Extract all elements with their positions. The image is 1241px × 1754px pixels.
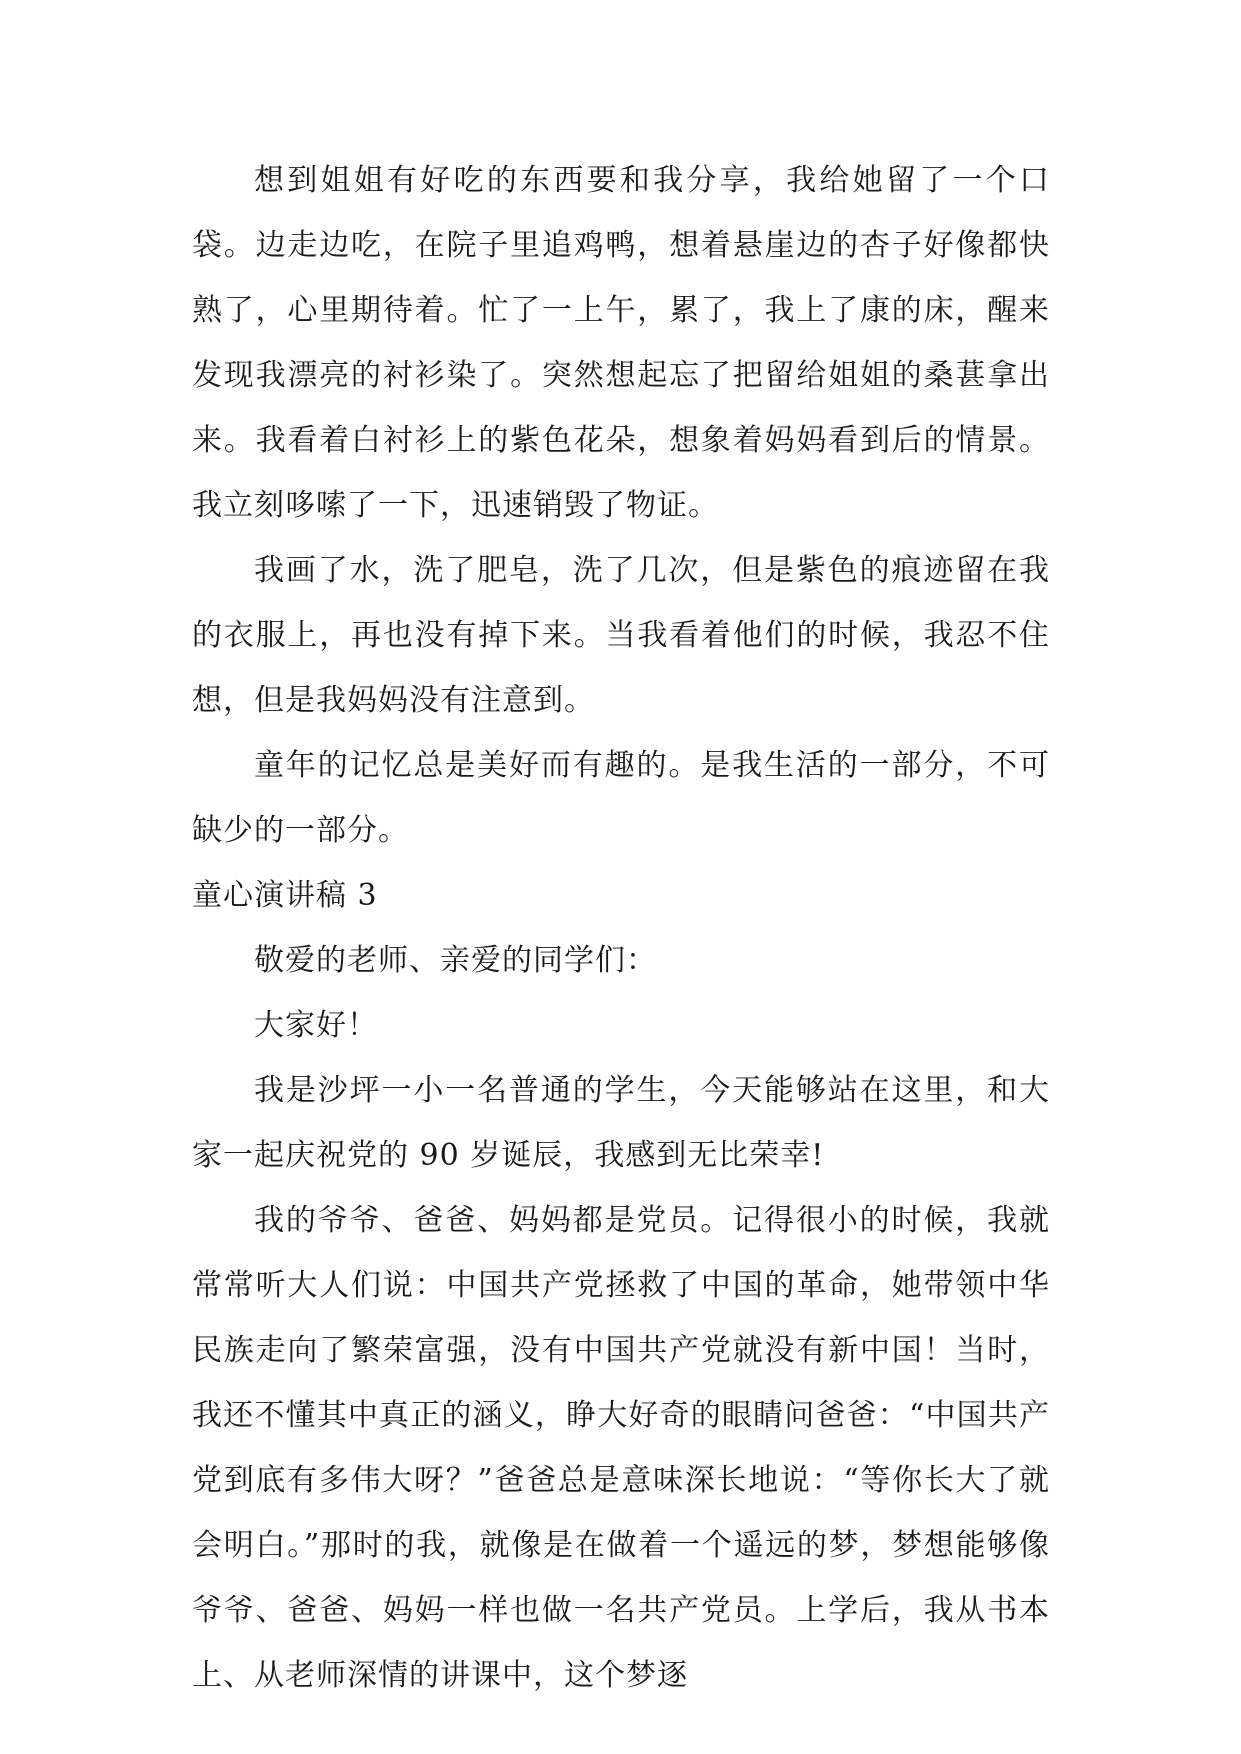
paragraph-washing-shirt: 我画了水，洗了肥皂，洗了几次，但是紫色的痕迹留在我的衣服上，再也没有掉下来。当我看着他们的时候，我忍不住想，但是我妈妈没有注意到。 [192,553,1050,718]
document-page [192,148,1050,1708]
paragraph-greeting: 大家好！ [254,1008,378,1043]
section-title: 童心演讲稿 3 [192,878,378,913]
paragraph-salutation: 敬爱的老师、亲爱的同学们： [254,943,657,978]
paragraph-family-party-members: 我的爷爷、爸爸、妈妈都是党员。记得很小的时候，我就常常听大人们说：中国共产党拯救了中国的革命，她带领中华民族走向了繁荣富强，没有中国共产党就没有新中国！当时，我还不懂其中真正的涵义，睁大好奇的眼睛问爸爸：“中国共产党到底有多伟大呀？”爸爸总是意味深长地说：“等你长大了就会明白。”那时的我，就像是在做着一个遥远的梦，梦想能够像爷爷、爸爸、妈妈一样也做一名共产党员。上学后，我从书本上、从老师深情的讲课中，这个梦逐 [192,1203,1050,1693]
paragraph-mulberry-story: 想到姐姐有好吃的东西要和我分享，我给她留了一个口袋。边走边吃，在院子里追鸡鸭，想着悬崖边的杏子好像都快熟了，心里期待着。忙了一上午，累了，我上了康的床，醒来发现我漂亮的衬衫染了。突然想起忘了把留给姐姐的桑葚拿出来。我看着白衬衫上的紫色花朵，想象着妈妈看到后的情景。我立刻哆嗦了一下，迅速销毁了物证。 [192,163,1050,523]
paragraph-introduction: 我是沙坪一小一名普通的学生，今天能够站在这里，和大家一起庆祝党的 90 岁诞辰，我感到无比荣幸! [192,1073,1050,1173]
paragraph-childhood-memory: 童年的记忆总是美好而有趣的。是我生活的一部分，不可缺少的一部分。 [192,748,1050,848]
